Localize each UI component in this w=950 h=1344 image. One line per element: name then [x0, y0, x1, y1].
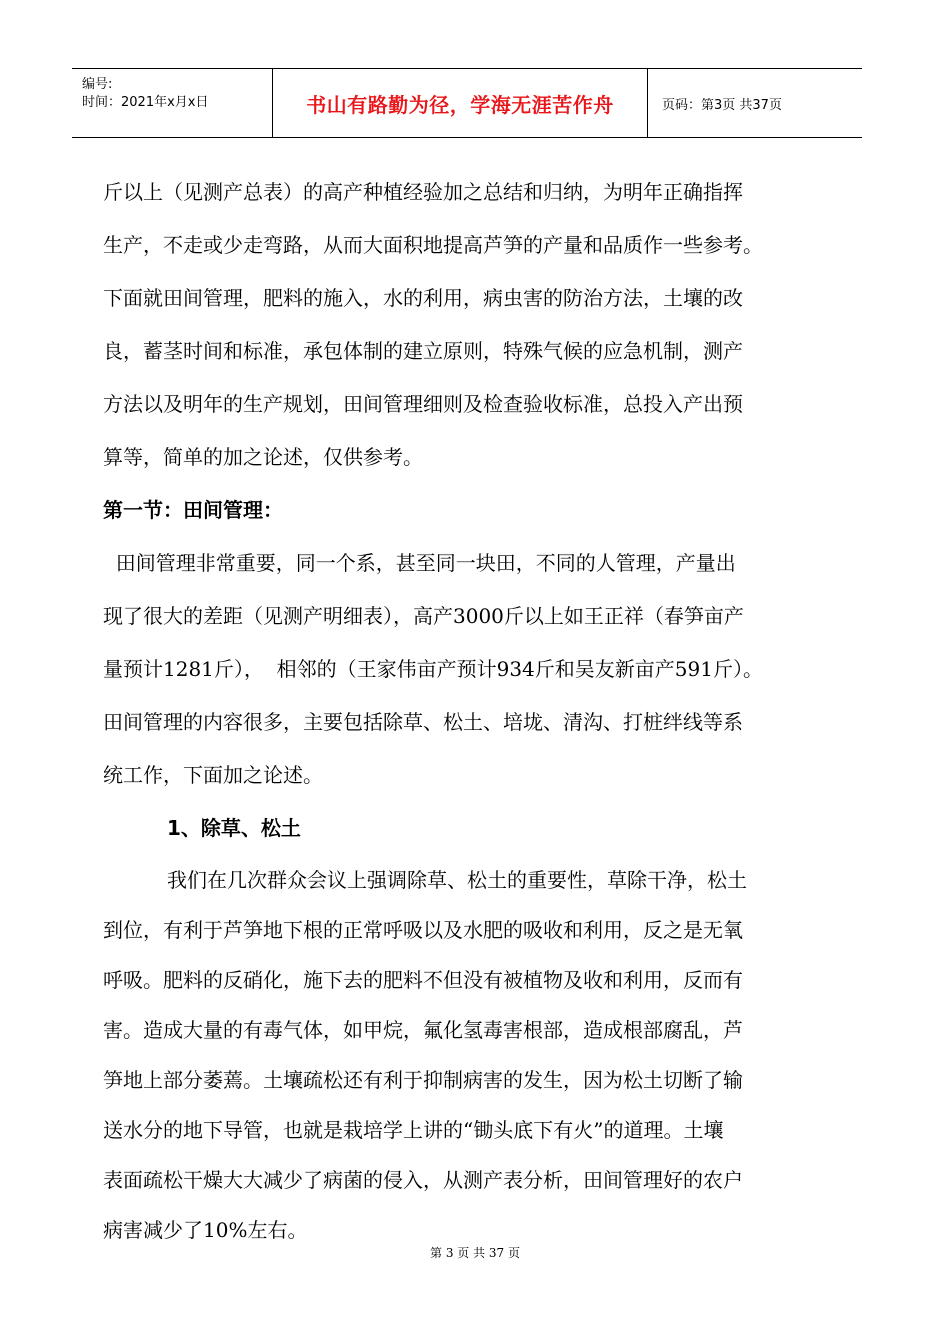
text-line: 我们在几次群众会议上强调除草、松土的重要性，草除干净，松土: [167, 868, 747, 892]
page-footer: 第 3 页 共 37 页: [430, 1246, 520, 1260]
text-line: 方法以及明年的生产规划，田间管理细则及检查验收标准，总投入产出预: [103, 392, 743, 416]
header-meta-cell: [72, 69, 273, 137]
text-line: 斤以上（见测产总表）的高产种植经验加之总结和归纳，为明年正确指挥: [103, 180, 743, 204]
serial-label: 编号:: [82, 77, 113, 92]
document-header: [72, 68, 862, 138]
text-line: 表面疏松干燥大大减少了病菌的侵入，从测产表分析，田间管理好的农户: [103, 1168, 743, 1192]
text-line: 量预计1281斤）， 相邻的（王家伟亩产预计934斤和吴友新亩产591斤）。: [103, 657, 763, 681]
text-line: 送水分的地下导管，也就是栽培学上讲的“锄头底下有火”的道理。土壤: [103, 1118, 724, 1142]
subheading: 1、除草、松土: [167, 816, 301, 840]
text-line: 统工作，下面加之论述。: [103, 763, 323, 787]
text-line: 田间管理非常重要，同一个系，甚至同一块田，不同的人管理，产量出: [103, 551, 736, 575]
header-motto-cell: [273, 69, 648, 137]
paragraph-field-management: [103, 537, 843, 802]
text-line: 田间管理的内容很多，主要包括除草、松土、培垅、清沟、打桩绊线等系: [103, 710, 743, 734]
text-line: 算等，简单的加之论述，仅供参考。: [103, 445, 423, 469]
section-heading: 第一节：田间管理：: [103, 498, 283, 522]
text-line: 下面就田间管理，肥料的施入，水的利用，病虫害的防治方法，土壤的改: [103, 286, 743, 310]
text-line: 到位，有利于芦笋地下根的正常呼吸以及水肥的吸收和利用，反之是无氧: [103, 918, 743, 942]
paragraph-intro: [103, 166, 843, 484]
motto-text: 书山有路勤为径，学海无涯苦作舟: [306, 92, 614, 117]
time-label: 时间：2021年x月x日: [82, 95, 209, 110]
document-body: [103, 166, 843, 1255]
text-line: 害。造成大量的有毒气体，如甲烷，氟化氢毒害根部，造成根部腐乱，芦: [103, 1018, 743, 1042]
paragraph-weeding: [103, 855, 843, 1255]
text-line: 现了很大的差距（见测产明细表），高产3000斤以上如王正祥（春笋亩产: [103, 604, 744, 628]
text-line: 笋地上部分萎蔫。土壤疏松还有利于抑制病害的发生，因为松土切断了输: [103, 1068, 743, 1092]
text-line: 呼吸。肥料的反硝化，施下去的肥料不但没有被植物及收和利用，反而有: [103, 968, 743, 992]
header-page-cell: [654, 69, 862, 137]
text-line: 病害减少了10%左右。: [103, 1218, 308, 1242]
page-info: 页码：第3页 共37页: [662, 97, 782, 113]
text-line: 良，蓄茎时间和标准，承包体制的建立原则，特殊气候的应急机制，测产: [103, 339, 743, 363]
text-line: 生产，不走或少走弯路，从而大面积地提高芦笋的产量和品质作一些参考。: [103, 233, 763, 257]
